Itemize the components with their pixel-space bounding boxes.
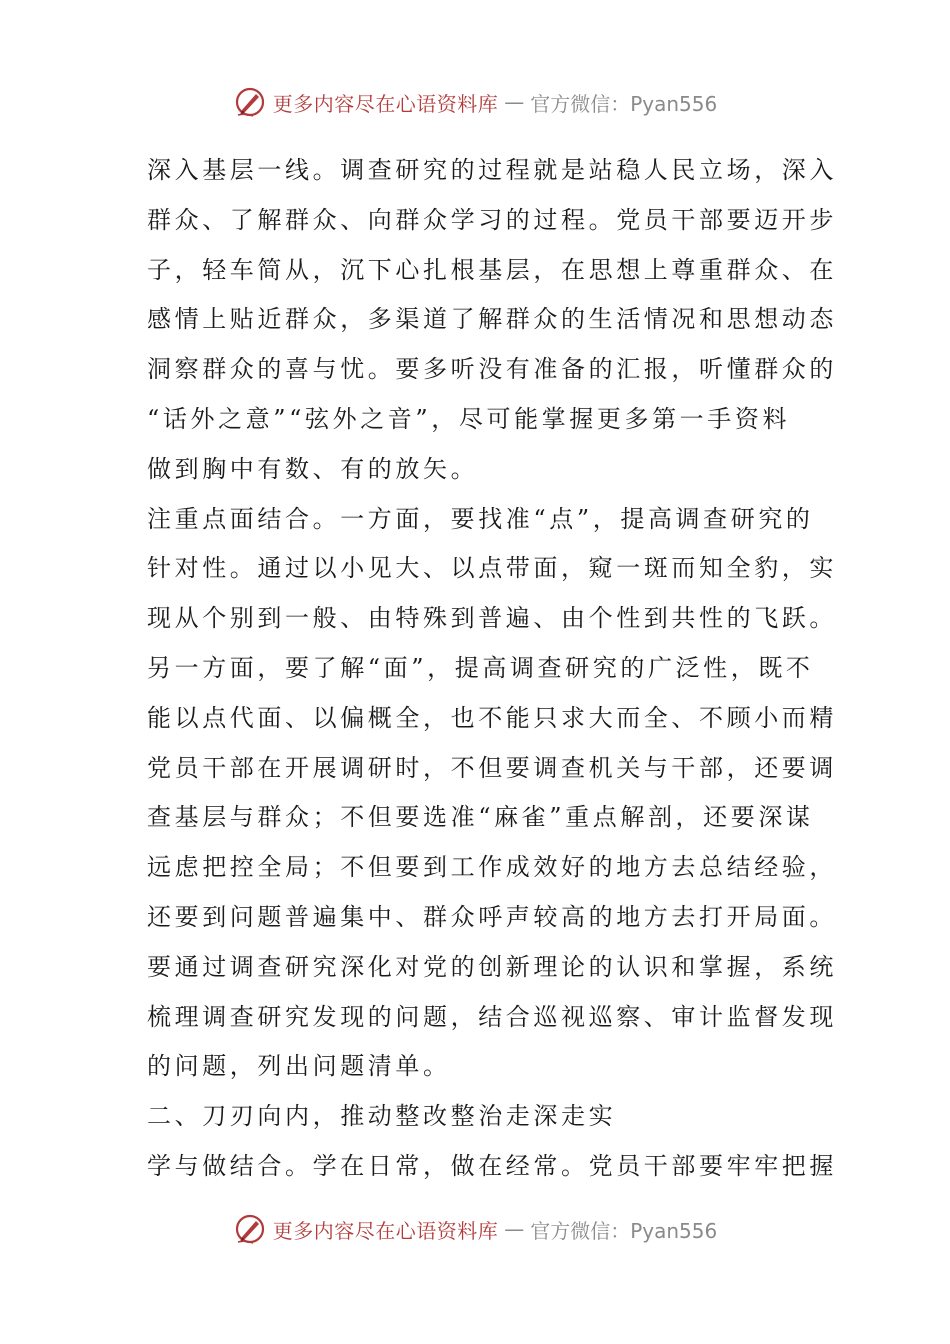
- body-line: 子，轻车简从，沉下心扎根基层，在思想上尊重群众、在: [147, 255, 837, 284]
- document-body: [147, 146, 837, 1192]
- body-line: 深入基层一线。调查研究的过程就是站稳人民立场，深入: [147, 156, 837, 184]
- body-line: 注重点面结合。一方面，要找准“点”，提高调查研究的: [147, 504, 814, 533]
- banner-contact-text: 官方微信：Pyan556: [530, 91, 718, 116]
- body-line: 还要到问题普遍集中、群众呼声较高的地方去打开局面。: [147, 902, 837, 931]
- header-watermark-banner: [0, 82, 950, 122]
- body-line: 梳理调查研究发现的问题，结合巡视巡察、审计监督发现: [147, 1002, 837, 1031]
- body-line: 做到胸中有数、有的放矢。: [147, 454, 479, 483]
- section-heading: 二、刀刃向内，推动整改整治走深走实: [147, 1102, 617, 1131]
- banner-brand-text: 更多内容尽在心语资料库: [272, 1218, 499, 1243]
- pen-logo-icon: [233, 1212, 267, 1246]
- body-line: 查基层与群众；不但要选准“麻雀”重点解剖，还要深谋: [147, 803, 814, 832]
- body-line: 群众、了解群众、向群众学习的过程。党员干部要迈开步: [147, 205, 837, 234]
- body-line: 现从个别到一般、由特殊到普遍、由个性到共性的飞跃。: [147, 604, 837, 633]
- body-line: 远虑把控全局；不但要到工作成效好的地方去总结经验，: [147, 853, 837, 882]
- body-line: 针对性。通过以小见大、以点带面，窥一斑而知全豹，实: [147, 554, 837, 583]
- body-line: 另一方面，要了解“面”，提高调查研究的广泛性，既不: [147, 653, 814, 682]
- banner-dash: —: [504, 1217, 525, 1241]
- body-line: 能以点代面、以偏概全，也不能只求大而全、不顾小而精: [147, 703, 837, 732]
- footer-watermark-banner: [0, 1209, 950, 1249]
- body-line: 的问题，列出问题清单。: [147, 1052, 451, 1081]
- body-line: 感情上贴近群众，多渠道了解群众的生活情况和思想动态: [147, 305, 837, 334]
- body-line: 洞察群众的喜与忧。要多听没有准备的汇报，听懂群众的: [147, 355, 837, 384]
- body-line: 要通过调查研究深化对党的创新理论的认识和掌握，系统: [147, 952, 837, 981]
- banner-brand-text: 更多内容尽在心语资料库: [272, 91, 499, 116]
- banner-contact-text: 官方微信：Pyan556: [530, 1218, 718, 1243]
- body-line: 学与做结合。学在日常，做在经常。党员干部要牢牢把握: [147, 1151, 837, 1180]
- pen-logo-icon: [233, 85, 267, 119]
- body-line: 党员干部在开展调研时，不但要调查机关与干部，还要调: [147, 753, 837, 782]
- body-line: “话外之意”“弦外之音”，尽可能掌握更多第一手资料: [147, 404, 791, 433]
- banner-dash: —: [504, 90, 525, 114]
